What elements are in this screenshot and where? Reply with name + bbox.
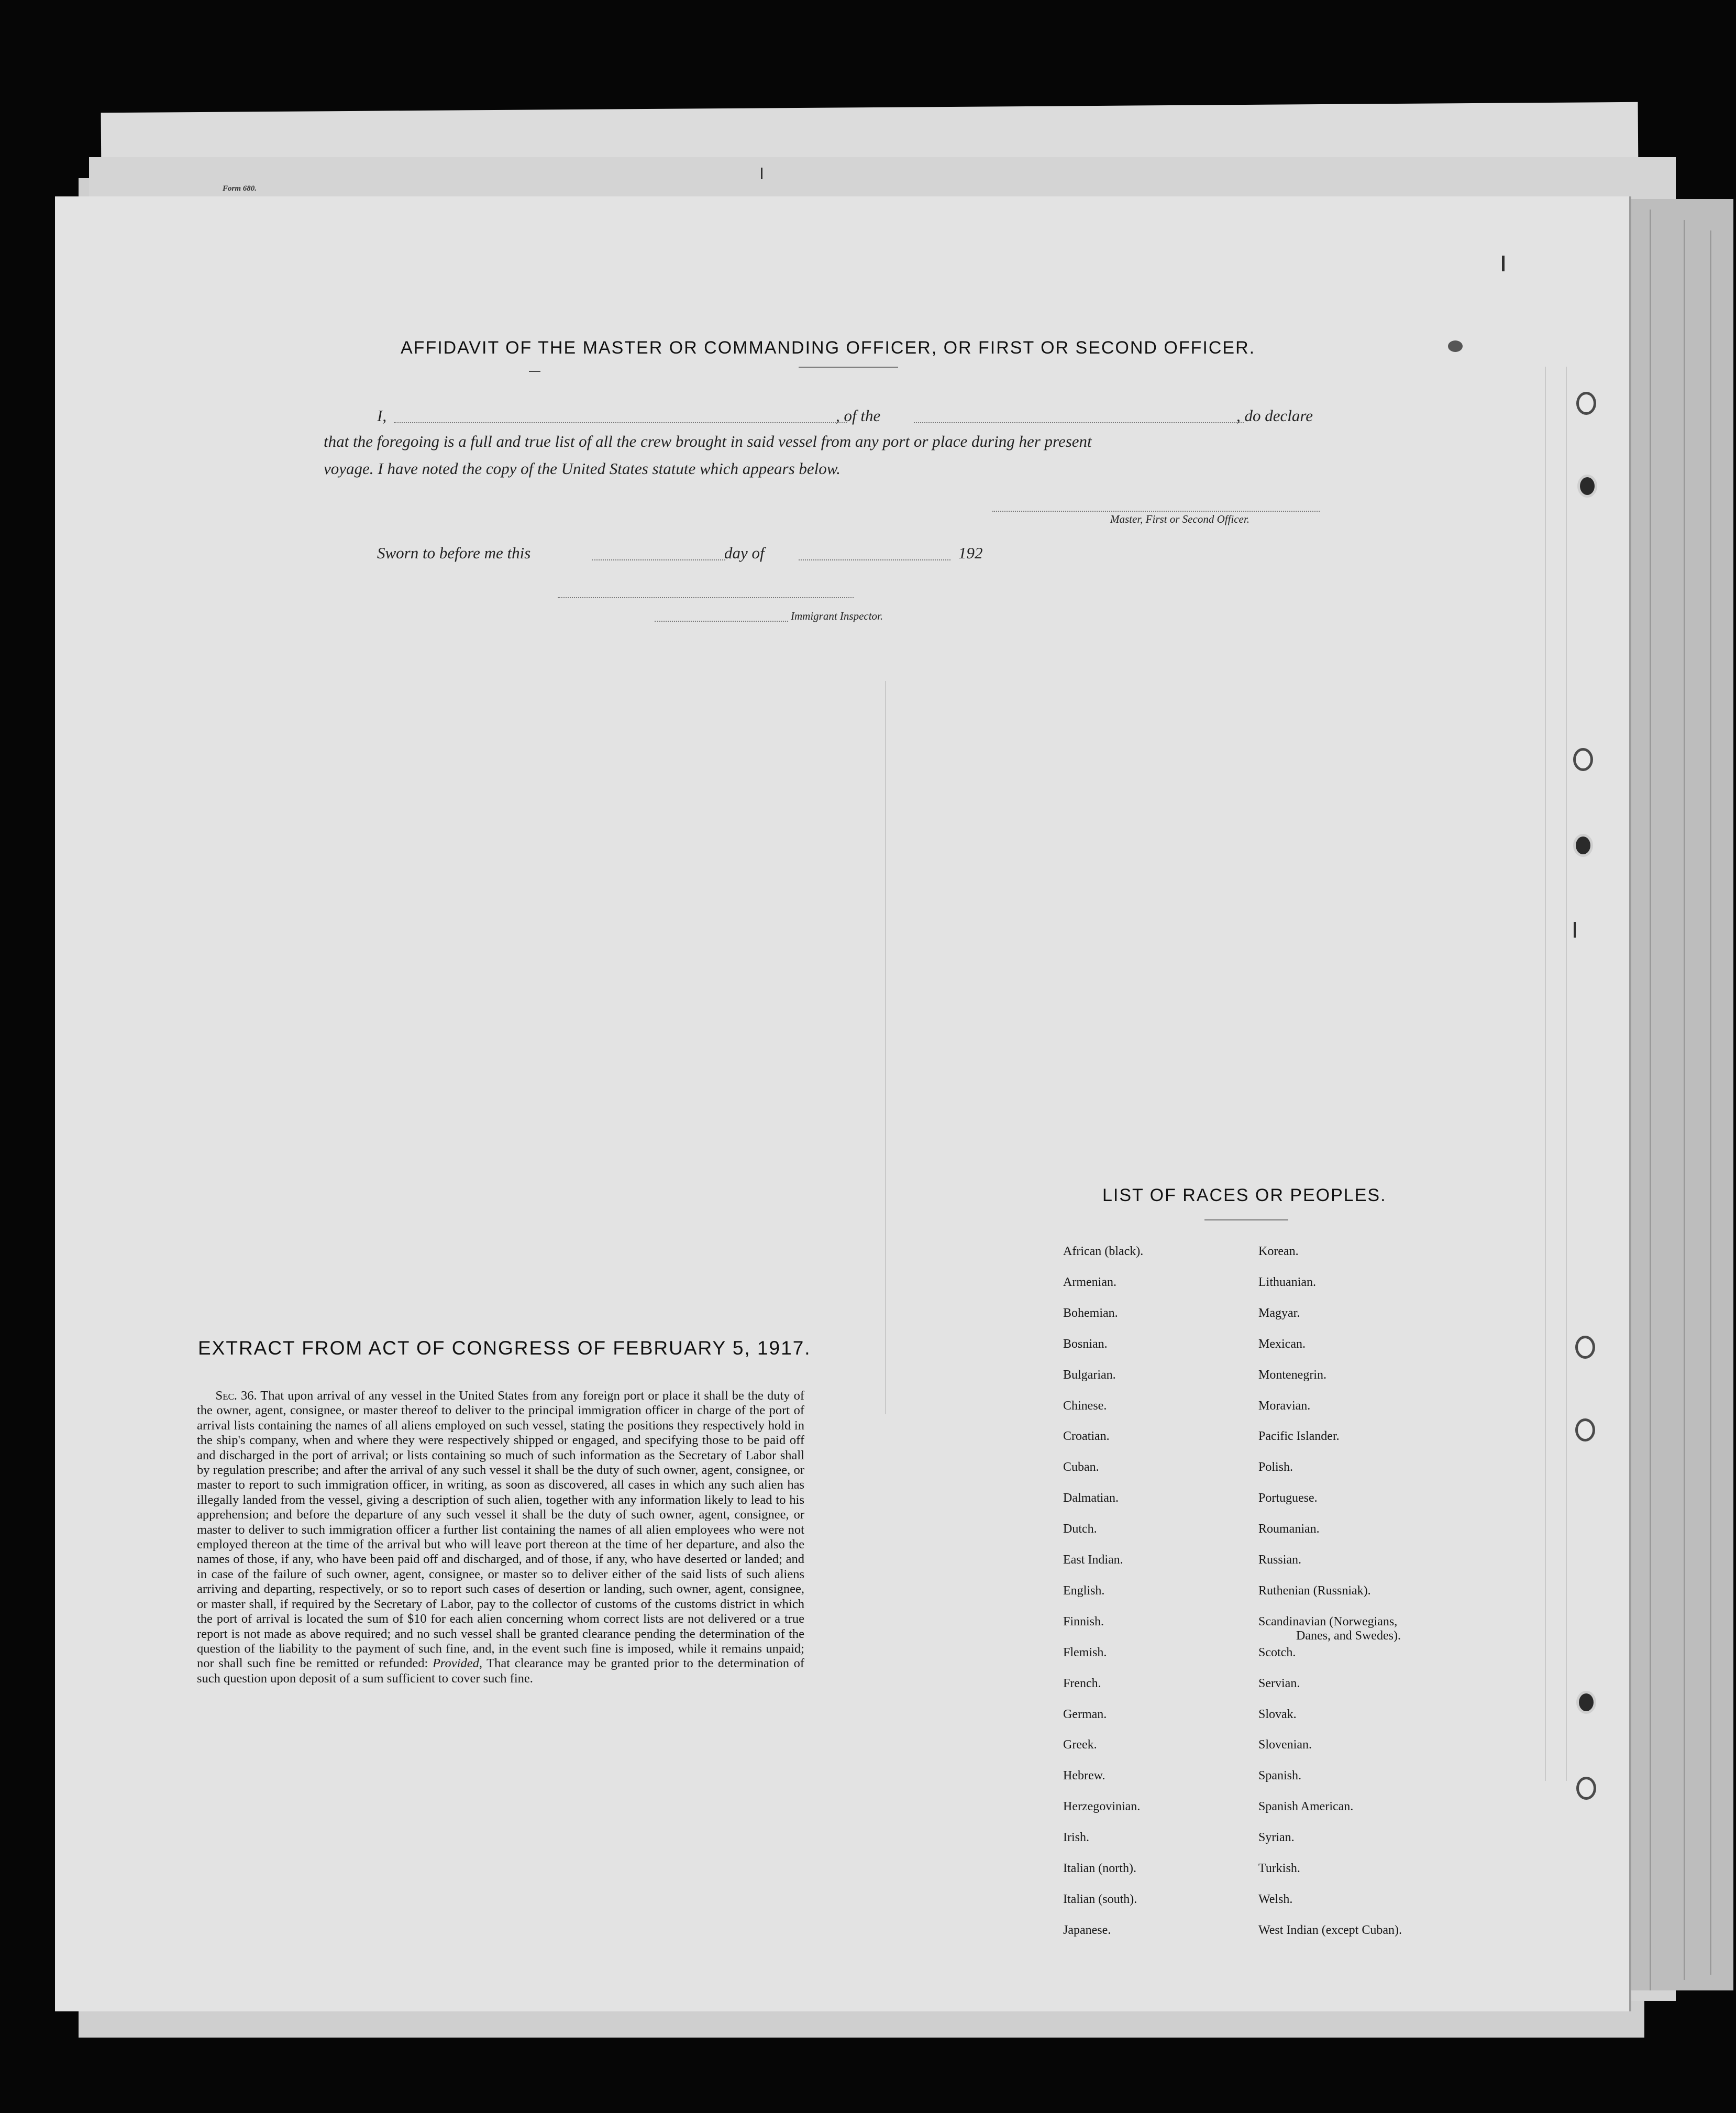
race-item: Turkish. [1258, 1862, 1300, 1875]
vessel-blank [914, 422, 1244, 423]
race-item: Spanish American. [1258, 1800, 1354, 1814]
race-item: Cuban. [1063, 1460, 1099, 1474]
race-item: Syrian. [1258, 1831, 1295, 1845]
races-title: LIST OF RACES OR PEOPLES. [1102, 1185, 1387, 1205]
faint-column-rule [885, 681, 886, 1414]
race-item: Russian. [1258, 1553, 1302, 1567]
race-item: West Indian (except Cuban). [1258, 1923, 1402, 1937]
faint-column-rule [1566, 367, 1567, 1781]
race-item: Hebrew. [1063, 1769, 1105, 1783]
month-blank [799, 559, 950, 560]
race-item: Spanish. [1258, 1769, 1302, 1783]
signature-blank [992, 511, 1320, 512]
race-item: Herzegovinian. [1063, 1800, 1141, 1814]
race-item: Finnish. [1063, 1614, 1104, 1628]
year-text: 192 [958, 544, 983, 562]
sheet-edge-line [1684, 220, 1685, 1980]
race-item: Slovenian. [1258, 1738, 1312, 1752]
race-item: German. [1063, 1707, 1107, 1721]
race-item: English. [1063, 1583, 1105, 1598]
race-item: Scotch. [1258, 1645, 1296, 1659]
race-item: Portuguese. [1258, 1491, 1318, 1505]
affidavit-line-3: voyage. I have noted the copy of the United States statute which appears below. [324, 459, 841, 478]
race-item: Danes, and Swedes). [1296, 1628, 1401, 1643]
race-item: Dalmatian. [1063, 1491, 1119, 1505]
faint-column-rule [1545, 367, 1546, 1781]
races-title-underline [1204, 1219, 1288, 1220]
binder-hole [1577, 475, 1597, 498]
title-dash [529, 371, 540, 372]
act-body-2: That clearance may be granted prior to the determination of such question upon deposit of a sum sufficient to cover such fine. [197, 1656, 804, 1686]
race-item: French. [1063, 1676, 1101, 1690]
race-item: Chinese. [1063, 1399, 1107, 1413]
binder-hole [1576, 1777, 1596, 1800]
binder-hole [1573, 834, 1593, 857]
affidavit-of-the: , of the [836, 406, 881, 425]
binder-hole [1573, 748, 1593, 771]
sheet-edge-line [1650, 210, 1651, 1990]
name-blank [394, 422, 847, 423]
extract-title: EXTRACT FROM ACT OF CONGRESS OF FEBRUARY 5, 1917. [198, 1337, 811, 1359]
race-item: Bulgarian. [1063, 1368, 1116, 1382]
race-item: Welsh. [1258, 1892, 1293, 1906]
race-item: Greek. [1063, 1738, 1097, 1752]
race-item: African (black). [1063, 1245, 1144, 1258]
affidavit-i: I, [377, 406, 387, 425]
binder-hole [1575, 1418, 1595, 1441]
race-item: Italian (south). [1063, 1892, 1137, 1906]
race-item: East Indian. [1063, 1553, 1123, 1567]
race-item: Italian (north). [1063, 1862, 1136, 1875]
race-item: Japanese. [1063, 1923, 1111, 1937]
ink-mark [1502, 256, 1505, 271]
race-item: Mexican. [1258, 1337, 1306, 1351]
race-item: Armenian. [1063, 1275, 1116, 1289]
race-item: Pacific Islander. [1258, 1429, 1340, 1444]
ink-mark [1574, 922, 1576, 938]
race-item: Scandinavian (Norwegians, [1258, 1614, 1398, 1628]
race-item: Croatian. [1063, 1429, 1110, 1444]
race-item: Irish. [1063, 1831, 1089, 1845]
race-item: Flemish. [1063, 1645, 1107, 1659]
race-item: Polish. [1258, 1460, 1293, 1474]
inspector-blank [558, 597, 854, 598]
sworn-text: Sworn to before me this [377, 544, 531, 562]
binder-hole [1576, 392, 1596, 415]
main-page [55, 196, 1631, 2011]
day-of-text: day of [724, 544, 765, 562]
master-caption: Master, First or Second Officer. [1110, 513, 1250, 525]
affidavit-line-2: that the foregoing is a full and true list of all the crew brought in said vessel from any port or place during her present [324, 432, 1092, 450]
race-item: Lithuanian. [1258, 1275, 1316, 1289]
affidavit-do-declare: , do declare [1236, 406, 1313, 425]
binder-hole [1575, 1336, 1595, 1359]
race-item: Dutch. [1063, 1522, 1097, 1536]
inspector-blank-2 [655, 621, 788, 622]
race-item: Roumanian. [1258, 1522, 1320, 1536]
race-item: Magyar. [1258, 1306, 1300, 1320]
affidavit-title: AFFIDAVIT OF THE MASTER OR COMMANDING OFFICER, OR FIRST OR SECOND OFFICER. [401, 338, 1256, 358]
form-number: Form 680. [223, 184, 257, 193]
day-blank [592, 559, 725, 560]
ink-blot [1448, 340, 1463, 352]
ink-mark [761, 168, 762, 179]
race-item: Bosnian. [1063, 1337, 1108, 1351]
act-provided: Provided, [432, 1656, 482, 1671]
race-item: Montenegrin. [1258, 1368, 1326, 1382]
race-item: Slovak. [1258, 1707, 1297, 1721]
inspector-caption: Immigrant Inspector. [791, 610, 883, 622]
race-item: Ruthenian (Russniak). [1258, 1583, 1371, 1598]
act-section-36 [197, 1389, 804, 1686]
title-underline [799, 367, 898, 368]
race-item: Servian. [1258, 1676, 1300, 1690]
race-item: Korean. [1258, 1245, 1299, 1258]
section-number: Sec. 36. [215, 1389, 257, 1403]
sheet-edge-line [1710, 230, 1711, 1975]
act-body-1: That upon arrival of any vessel in the United States from any foreign port or place it shall be the duty of the owner, agent, consignee, or master thereof to deliver to the principal immigration officer in charge of the port of arrival lists containing the names of all aliens employed on such vessel, stating the positions they respectively hold in the ship's company, when and where they were respectively shipped or engaged, and specifying those to be paid off and discharged in the port of arrival; or lists containing so much of such information as the Secretary of Labor shall by regulation prescribe; and after the arrival of any such vessel it shall be the duty of such owner, agent, consignee, or master to report to such immigration officer, in writing, as soon as discovered, all cases in which any such alien has illegally landed from the vessel, giving a description of such alien, together with any information likely to lead to his apprehension; and before the departure of any such vessel it shall be the duty of such owner, agent, consignee, or master to deliver to such immigration officer a further list containing the names of all alien employees who were not employed thereon at the time of the arrival but who will leave port thereon at the time of her departure, and also the names of those, if any, who have been paid off and discharged, and of those, if any, who have deserted or landed; and in case of the failure of such owner, agent, consignee, or master so to deliver either of the said lists of such aliens arriving and departing, respectively, or so to report such cases of desertion or landing, such owner, agent, consignee, or master shall, if required by the Secretary of Labor, pay to the collector of customs of the customs district in which the port of arrival is located the sum of $10 for each alien concerning whom correct lists are not delivered or a true report is not made as above required; and no such vessel shall be granted clearance pending the determination of the question of the liability to the payment of such fine, and, in the event such fine is imposed, while it remains unpaid; nor shall such fine be remitted or refunded: [197, 1389, 804, 1671]
race-item: Bohemian. [1063, 1306, 1118, 1320]
binder-hole [1576, 1691, 1596, 1714]
race-item: Moravian. [1258, 1399, 1311, 1413]
